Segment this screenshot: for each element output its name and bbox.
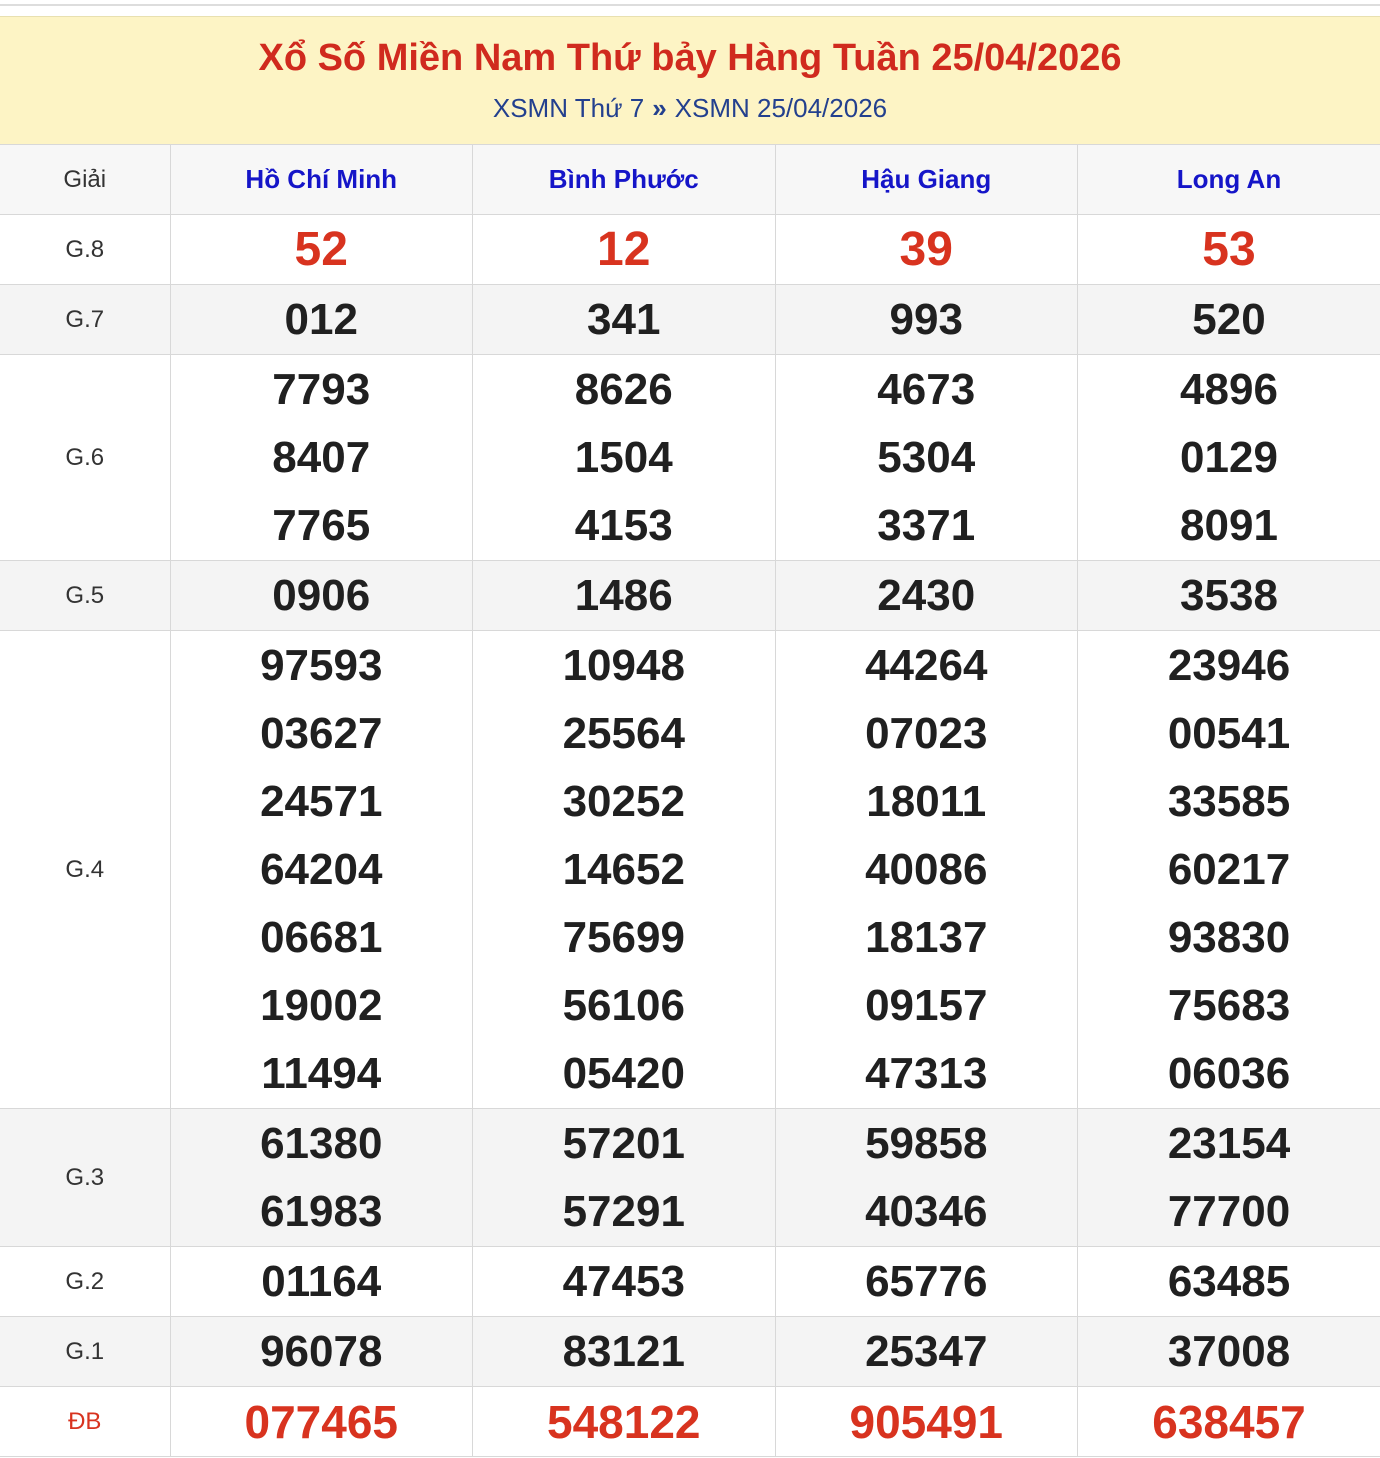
lottery-number: 59858 xyxy=(865,1118,988,1168)
lottery-number: 18137 xyxy=(865,912,988,962)
lottery-number: 23154 xyxy=(1167,1118,1291,1168)
lottery-number: 65776 xyxy=(865,1256,988,1306)
number-list xyxy=(1078,286,1380,354)
lottery-number: 07023 xyxy=(865,708,988,758)
lottery-number: 39 xyxy=(899,222,953,276)
lottery-number: 61983 xyxy=(260,1186,383,1236)
prize-label: ĐB xyxy=(0,1387,170,1457)
lottery-number: 01164 xyxy=(261,1256,382,1306)
number-list xyxy=(171,216,473,284)
prize-cell xyxy=(170,1317,473,1387)
lottery-number: 19002 xyxy=(260,980,383,1030)
province-header-row xyxy=(0,145,1380,215)
lottery-number: 0129 xyxy=(1180,432,1278,482)
lottery-number: 61380 xyxy=(260,1118,383,1168)
prize-cell xyxy=(1078,1387,1380,1457)
lottery-number: 37008 xyxy=(1167,1326,1291,1376)
prize-cell xyxy=(473,561,776,631)
prize-cell xyxy=(170,285,473,355)
prize-cell xyxy=(473,631,776,1109)
number-list xyxy=(171,1318,473,1386)
prize-row xyxy=(0,215,1380,285)
lottery-number: 75699 xyxy=(562,912,685,962)
prize-cell xyxy=(775,1387,1078,1457)
number-list xyxy=(171,1248,473,1316)
number-list xyxy=(776,216,1078,284)
lottery-number: 8091 xyxy=(1180,500,1278,550)
prize-label: G.3 xyxy=(0,1109,170,1247)
lottery-number: 96078 xyxy=(260,1326,383,1376)
prize-cell xyxy=(1078,1317,1380,1387)
province-header[interactable]: Bình Phước xyxy=(473,145,776,215)
prize-cell xyxy=(1078,355,1380,561)
results-header xyxy=(0,16,1380,144)
lottery-number: 18011 xyxy=(866,776,987,826)
number-list xyxy=(473,286,775,354)
lottery-number: 03627 xyxy=(260,708,383,758)
number-list xyxy=(1078,216,1380,284)
lottery-number: 64204 xyxy=(260,844,383,894)
prize-cell xyxy=(1078,285,1380,355)
prize-cell xyxy=(775,355,1078,561)
prize-row xyxy=(0,1109,1380,1247)
lottery-number: 7765 xyxy=(272,500,371,550)
lottery-number: 993 xyxy=(889,294,963,344)
lottery-number: 00541 xyxy=(1167,708,1291,758)
number-list xyxy=(473,1248,775,1316)
prize-label: G.7 xyxy=(0,285,170,355)
prize-label: G.2 xyxy=(0,1247,170,1317)
prize-cell xyxy=(1078,561,1380,631)
prize-cell xyxy=(1078,631,1380,1109)
number-list xyxy=(776,356,1078,560)
prize-cell xyxy=(775,561,1078,631)
lottery-number: 7793 xyxy=(272,364,371,414)
prize-row xyxy=(0,1317,1380,1387)
province-header[interactable]: Hậu Giang xyxy=(775,145,1078,215)
lottery-number: 905491 xyxy=(849,1395,1003,1448)
province-header[interactable]: Hồ Chí Minh xyxy=(170,145,473,215)
lottery-number: 97593 xyxy=(260,640,383,690)
lottery-number: 341 xyxy=(587,294,661,344)
prize-cell xyxy=(170,355,473,561)
lottery-number: 2430 xyxy=(877,570,976,620)
number-list xyxy=(776,1110,1078,1246)
prize-row xyxy=(0,561,1380,631)
prize-cell xyxy=(170,215,473,285)
prize-row xyxy=(0,631,1380,1109)
lottery-number: 09157 xyxy=(865,980,988,1030)
prize-cell xyxy=(473,1247,776,1317)
lottery-number: 56106 xyxy=(562,980,685,1030)
lottery-number: 77700 xyxy=(1167,1186,1291,1236)
prize-cell xyxy=(1078,215,1380,285)
prize-cell xyxy=(775,215,1078,285)
number-list xyxy=(171,1388,473,1456)
number-list xyxy=(171,1110,473,1246)
number-list xyxy=(1078,1388,1380,1456)
number-list xyxy=(776,1388,1078,1456)
number-list xyxy=(171,286,473,354)
number-list xyxy=(473,356,775,560)
number-list xyxy=(776,632,1078,1108)
prize-cell xyxy=(170,631,473,1109)
lottery-number: 40086 xyxy=(865,844,988,894)
prize-column-header: Giải xyxy=(0,145,170,215)
lottery-number: 06036 xyxy=(1167,1048,1291,1098)
number-list xyxy=(1078,1248,1380,1316)
top-divider xyxy=(0,4,1380,6)
prize-cell xyxy=(473,355,776,561)
lottery-number: 11494 xyxy=(261,1048,382,1098)
prize-label: G.5 xyxy=(0,561,170,631)
prize-cell xyxy=(1078,1109,1380,1247)
number-list xyxy=(171,356,473,560)
lottery-number: 638457 xyxy=(1152,1395,1306,1448)
lottery-number: 57201 xyxy=(562,1118,685,1168)
lottery-number: 47453 xyxy=(562,1256,685,1306)
number-list xyxy=(776,1248,1078,1316)
lottery-number: 25347 xyxy=(865,1326,988,1376)
prize-cell xyxy=(473,215,776,285)
lottery-number: 40346 xyxy=(865,1186,988,1236)
number-list xyxy=(776,1318,1078,1386)
lottery-number: 5304 xyxy=(877,432,976,482)
lottery-number: 44264 xyxy=(865,640,988,690)
prize-cell xyxy=(170,561,473,631)
prize-cell xyxy=(473,1387,776,1457)
number-list xyxy=(171,632,473,1108)
prize-cell xyxy=(170,1387,473,1457)
lottery-number: 1504 xyxy=(574,432,673,482)
lottery-number: 05420 xyxy=(562,1048,685,1098)
prize-cell xyxy=(473,285,776,355)
lottery-number: 47313 xyxy=(865,1048,988,1098)
number-list xyxy=(473,216,775,284)
prize-cell xyxy=(170,1247,473,1317)
breadcrumb-link-weekday[interactable]: XSMN Thứ 7 xyxy=(492,93,645,123)
number-list xyxy=(473,562,775,630)
prize-cell xyxy=(775,1317,1078,1387)
number-list xyxy=(1078,356,1380,560)
lottery-number: 24571 xyxy=(260,776,383,826)
prize-cell xyxy=(775,1109,1078,1247)
prize-cell xyxy=(775,285,1078,355)
lottery-number: 10948 xyxy=(562,640,685,690)
lottery-number: 0906 xyxy=(272,570,371,620)
prize-label: G.4 xyxy=(0,631,170,1109)
prize-cell xyxy=(473,1317,776,1387)
lottery-number: 75683 xyxy=(1167,980,1291,1030)
lottery-number: 8626 xyxy=(574,364,673,414)
lottery-number: 520 xyxy=(1192,294,1266,344)
lottery-number: 8407 xyxy=(272,432,371,482)
prize-row xyxy=(0,285,1380,355)
lottery-number: 53 xyxy=(1202,222,1256,276)
lottery-number: 30252 xyxy=(562,776,685,826)
breadcrumb-link-date[interactable]: XSMN 25/04/2026 xyxy=(674,93,888,123)
number-list xyxy=(776,286,1078,354)
number-list xyxy=(1078,562,1380,630)
number-list xyxy=(776,562,1078,630)
number-list xyxy=(473,632,775,1108)
lottery-number: 14652 xyxy=(562,844,685,894)
number-list xyxy=(171,562,473,630)
prize-cell xyxy=(775,1247,1078,1317)
number-list xyxy=(1078,1110,1380,1246)
lottery-number: 25564 xyxy=(562,708,685,758)
lottery-number: 548122 xyxy=(547,1395,701,1448)
number-list xyxy=(473,1110,775,1246)
number-list xyxy=(473,1388,775,1456)
lottery-number: 52 xyxy=(294,222,348,276)
number-list xyxy=(1078,632,1380,1108)
lottery-number: 93830 xyxy=(1167,912,1291,962)
prize-cell xyxy=(775,631,1078,1109)
prize-cell xyxy=(1078,1247,1380,1317)
prize-row xyxy=(0,1387,1380,1457)
breadcrumb xyxy=(0,93,1380,124)
lottery-number: 4153 xyxy=(574,500,673,550)
lottery-number: 63485 xyxy=(1167,1256,1291,1306)
lottery-number: 077465 xyxy=(244,1395,398,1448)
number-list xyxy=(1078,1318,1380,1386)
number-list xyxy=(473,1318,775,1386)
lottery-number: 12 xyxy=(597,222,651,276)
lottery-number: 06681 xyxy=(260,912,383,962)
prize-cell xyxy=(170,1109,473,1247)
lottery-number: 3371 xyxy=(877,500,976,550)
prize-label: G.6 xyxy=(0,355,170,561)
prize-row xyxy=(0,355,1380,561)
lottery-number: 4896 xyxy=(1180,364,1278,414)
prize-label: G.1 xyxy=(0,1317,170,1387)
prize-label: G.8 xyxy=(0,215,170,285)
lottery-number: 23946 xyxy=(1167,640,1291,690)
lottery-number: 33585 xyxy=(1167,776,1291,826)
lottery-number: 012 xyxy=(284,294,358,344)
results-table xyxy=(0,144,1380,1457)
province-header[interactable]: Long An xyxy=(1078,145,1380,215)
lottery-number: 1486 xyxy=(574,570,673,620)
breadcrumb-separator-icon: » xyxy=(652,93,667,123)
prize-cell xyxy=(473,1109,776,1247)
prize-row xyxy=(0,1247,1380,1317)
lottery-number: 4673 xyxy=(877,364,976,414)
lottery-number: 3538 xyxy=(1180,570,1278,620)
lottery-number: 83121 xyxy=(562,1326,685,1376)
lottery-number: 60217 xyxy=(1167,844,1291,894)
page-title: Xổ Số Miền Nam Thứ bảy Hàng Tuần 25/04/2026 xyxy=(258,37,1122,79)
lottery-number: 57291 xyxy=(562,1186,685,1236)
